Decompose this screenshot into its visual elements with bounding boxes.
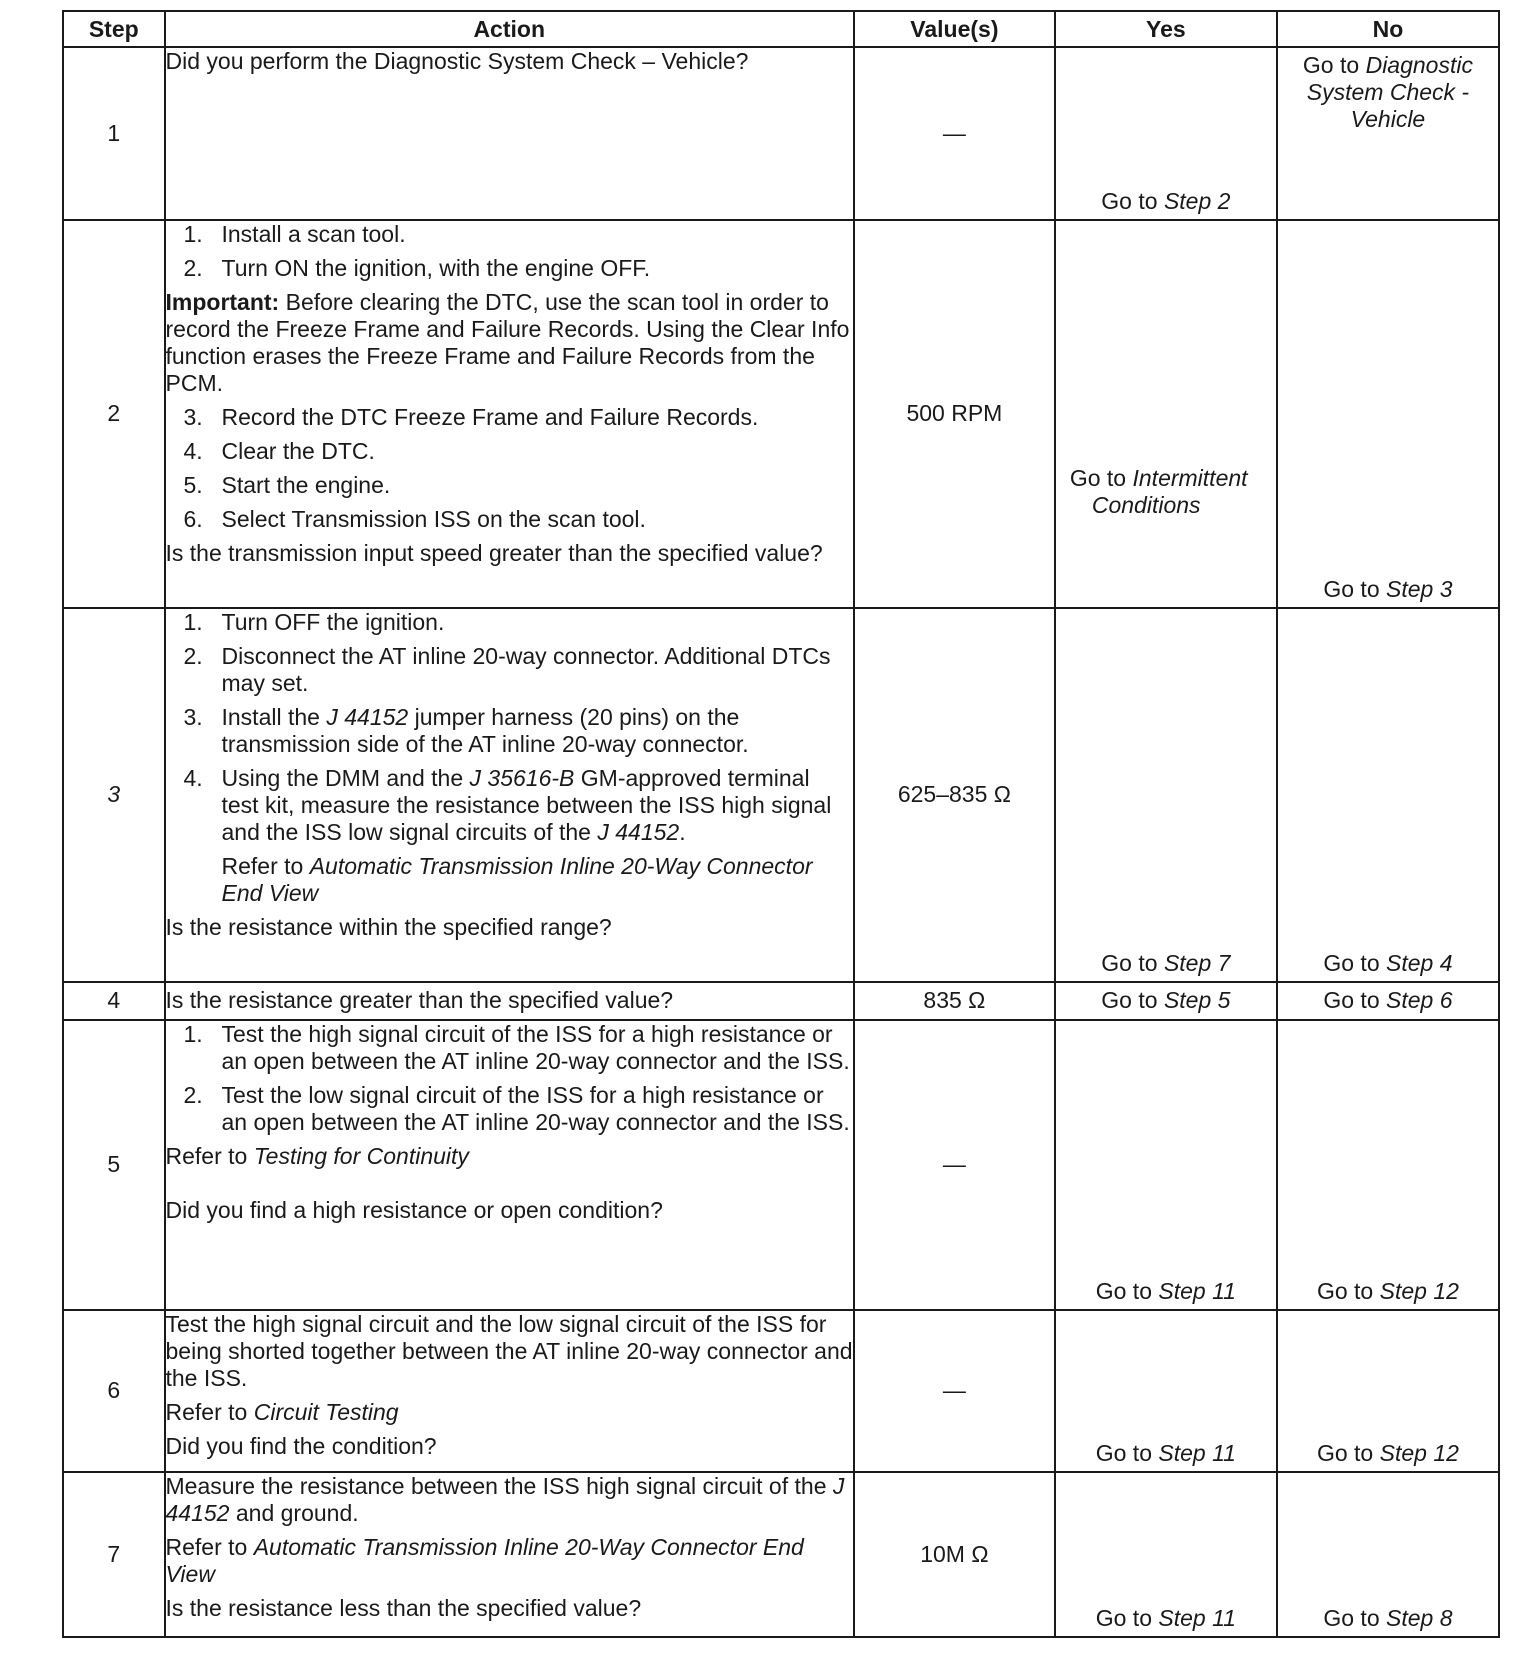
list-item: 5. Start the engine. <box>183 471 391 498</box>
list-item: 3. Record the DTC Freeze Frame and Failure Records. <box>183 403 759 430</box>
step-number: 7 <box>63 1472 165 1637</box>
goto-link[interactable]: Go to Step 12 <box>1316 1439 1459 1466</box>
list-item: 2. Disconnect the AT inline 20-way connector. Additional DTCs may set. <box>183 642 831 696</box>
goto-link[interactable]: Go to Step 2 <box>1101 187 1231 214</box>
action-question: Is the resistance greater than the specified value? <box>165 987 674 1014</box>
no-cell <box>1277 1020 1499 1310</box>
step-number: 4 <box>63 982 165 1020</box>
action-cell <box>165 608 854 982</box>
yes-cell <box>1055 1310 1277 1472</box>
action-question: Did you find the condition? <box>165 1432 437 1459</box>
yes-cell <box>1055 220 1277 608</box>
step-number: 3 <box>63 608 165 982</box>
yes-cell <box>1055 608 1277 982</box>
header-action: Action <box>165 11 854 47</box>
list-item: 2. Turn ON the ignition, with the engine OFF. <box>183 254 651 281</box>
goto-link[interactable]: Go to Step 3 <box>1323 575 1453 602</box>
no-cell <box>1277 220 1499 608</box>
action-list <box>166 404 853 533</box>
diagnostic-table <box>62 10 1500 1638</box>
value-cell: 500 RPM <box>854 220 1055 608</box>
table-row <box>63 1020 1499 1310</box>
action-question: Did you find a high resistance or open condition? <box>165 1196 663 1223</box>
action-cell <box>165 1472 854 1637</box>
list-item: 6. Select Transmission ISS on the scan tool. <box>183 505 646 532</box>
header-step: Step <box>63 11 165 47</box>
action-cell <box>165 220 854 608</box>
header-row <box>63 11 1499 47</box>
yes-cell <box>1055 47 1277 220</box>
action-cell <box>165 1020 854 1310</box>
list-item: 4. Clear the DTC. <box>183 437 375 464</box>
value-cell: 625–835 Ω <box>854 608 1055 982</box>
goto-link[interactable]: Go to Step 4 <box>1323 950 1453 977</box>
header-no: No <box>1277 11 1499 47</box>
table-row <box>63 982 1499 1020</box>
step-number: 5 <box>63 1020 165 1310</box>
goto-link[interactable]: Go to Step 11 <box>1095 1605 1236 1631</box>
list-item: 4. Using the DMM and the J 35616-B GM-approved terminal test kit, measure the resistance between the ISS high signal and the ISS low signal circuits of the J 44152. <box>183 764 832 845</box>
step-number: 2 <box>63 220 165 608</box>
header-yes: Yes <box>1055 11 1277 47</box>
refer-link[interactable]: Refer to Automatic Transmission Inline 20-Way Connector End View <box>165 1533 804 1587</box>
table-row <box>63 220 1499 608</box>
no-cell <box>1277 1472 1499 1637</box>
no-cell <box>1277 608 1499 982</box>
action-cell <box>165 47 854 220</box>
value-cell: — <box>854 1310 1055 1472</box>
no-cell <box>1277 982 1499 1020</box>
table-row <box>63 47 1499 220</box>
value-cell: — <box>854 1020 1055 1310</box>
important-note: Important: Before clearing the DTC, use the scan tool in order to record the Freeze Frame and Failure Records. Using the Clear Info function erases the Freeze Frame and Failure Records from the PCM. <box>165 288 850 396</box>
value-cell: 835 Ω <box>854 982 1055 1020</box>
value-cell: — <box>854 47 1055 220</box>
table-row <box>63 608 1499 982</box>
no-cell <box>1277 1310 1499 1472</box>
refer-link[interactable]: Refer to Circuit Testing <box>165 1398 399 1425</box>
refer-link[interactable]: Refer to Testing for Continuity <box>165 1142 469 1169</box>
goto-link[interactable]: Go to Step 7 <box>1101 950 1231 977</box>
goto-link[interactable]: Go to Step 12 <box>1316 1277 1459 1304</box>
goto-link[interactable]: Go to Step 8 <box>1323 1605 1453 1631</box>
action-list <box>166 221 853 282</box>
table-row <box>63 1310 1499 1472</box>
list-item: 1. Test the high signal circuit of the ISS for a high resistance or an open between the AT inline 20-way connector and the ISS. <box>183 1020 850 1074</box>
list-item: 1. Install a scan tool. <box>183 220 406 247</box>
yes-cell <box>1055 982 1277 1020</box>
action-question: Is the resistance within the specified range? <box>165 913 612 940</box>
action-question: Is the resistance less than the specified value? <box>165 1594 642 1621</box>
goto-link[interactable]: Go to Step 6 <box>1323 987 1453 1014</box>
refer-link[interactable]: Refer to Automatic Transmission Inline 20-Way Connector End View <box>221 852 813 906</box>
yes-cell <box>1055 1472 1277 1637</box>
action-text: Measure the resistance between the ISS high signal circuit of the J 44152 and ground. <box>165 1472 845 1526</box>
goto-link[interactable]: Go to Step 11 <box>1095 1439 1236 1466</box>
action-cell <box>165 982 854 1020</box>
action-list <box>166 1021 853 1136</box>
action-text: Test the high signal circuit and the low signal circuit of the ISS for being shorted together between the AT inline 20-way connector and the ISS. <box>165 1310 853 1391</box>
value-cell: 10M Ω <box>854 1472 1055 1637</box>
table-row <box>63 1472 1499 1637</box>
goto-link[interactable]: Go to Step 5 <box>1101 987 1231 1014</box>
list-item: 2. Test the low signal circuit of the ISS for a high resistance or an open between the AT inline 20-way connector and the ISS. <box>183 1081 850 1135</box>
action-question: Is the transmission input speed greater than the specified value? <box>165 539 823 566</box>
no-cell <box>1277 47 1499 220</box>
action-text: Did you perform the Diagnostic System Check – Vehicle? <box>165 48 749 74</box>
goto-link[interactable]: Go to Step 11 <box>1095 1277 1236 1304</box>
yes-cell <box>1055 1020 1277 1310</box>
action-list <box>166 609 853 846</box>
step-number: 6 <box>63 1310 165 1472</box>
list-item: 3. Install the J 44152 jumper harness (20 pins) on the transmission side of the AT inline 20-way connector. <box>183 703 749 757</box>
goto-link[interactable]: Go to Intermittent Conditions <box>1069 464 1248 518</box>
step-number: 1 <box>63 47 165 220</box>
list-item: 1. Turn OFF the ignition. <box>183 608 445 635</box>
goto-link[interactable]: Go to Diagnostic System Check - Vehicle <box>1302 52 1473 132</box>
header-values: Value(s) <box>854 11 1055 47</box>
action-cell <box>165 1310 854 1472</box>
